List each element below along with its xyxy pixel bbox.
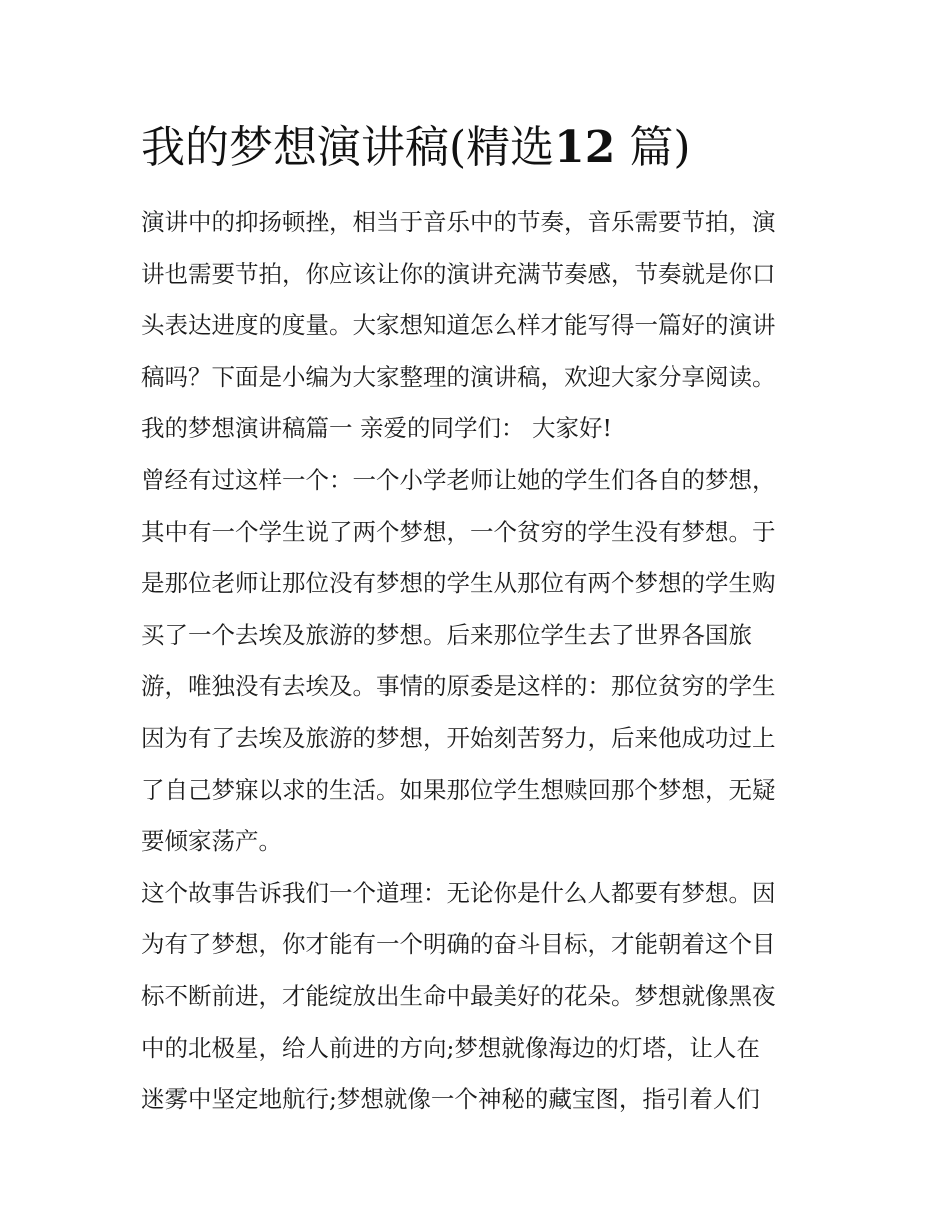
- text-line: 因为有了去埃及旅游的梦想，开始刻苦努力，后来他成功过上: [141, 723, 776, 752]
- title-number: 12: [554, 122, 616, 173]
- text-line: 演讲中的抑扬顿挫，相当于音乐中的节奏，音乐需要节拍，演: [141, 208, 776, 236]
- text-line: 了自己梦寐以求的生活。如果那位学生想赎回那个梦想，无疑: [141, 775, 776, 804]
- text-line: 曾经有过这样一个：一个小学老师让她的学生们各自的梦想，: [141, 465, 776, 494]
- title-suffix: 篇): [629, 122, 691, 173]
- text-line: 迷雾中坚定地航行;梦想就像一个神秘的藏宝图，指引着人们: [141, 1085, 760, 1114]
- text-line: 是那位老师让那位没有梦想的学生从那位有两个梦想的学生购: [141, 569, 776, 598]
- text-line: 游，唯独没有去埃及。事情的原委是这样的：那位贫穷的学生: [141, 672, 776, 701]
- title-prefix: 我的梦想演讲稿(精选: [141, 122, 555, 173]
- text-line: 为有了梦想，你才能有一个明确的奋斗目标，才能朝着这个目: [141, 930, 776, 959]
- text-line: 稿吗？下面是小编为大家整理的演讲稿，欢迎大家分享阅读。: [141, 362, 776, 391]
- text-line: 这个故事告诉我们一个道理：无论你是什么人都要有梦想。因: [141, 878, 776, 907]
- text-line: 我的梦想演讲稿篇一 亲爱的同学们： 大家好!: [141, 414, 612, 443]
- text-line: 头表达进度的度量。大家想知道怎么样才能写得一篇好的演讲: [141, 311, 776, 340]
- document-title: [141, 116, 841, 180]
- text-line: 中的北极星，给人前进的方向;梦想就像海边的灯塔，让人在: [141, 1033, 760, 1062]
- text-line: 其中有一个学生说了两个梦想，一个贫穷的学生没有梦想。于: [141, 517, 776, 546]
- document-body: [141, 197, 816, 1126]
- text-line: 买了一个去埃及旅游的梦想。后来那位学生去了世界各国旅: [141, 620, 752, 649]
- text-line: 标不断前进，才能绽放出生命中最美好的花朵。梦想就像黑夜: [141, 981, 776, 1010]
- text-line: 要倾家荡产。: [141, 827, 282, 856]
- text-line: 讲也需要节拍，你应该让你的演讲充满节奏感，节奏就是你口: [141, 259, 776, 288]
